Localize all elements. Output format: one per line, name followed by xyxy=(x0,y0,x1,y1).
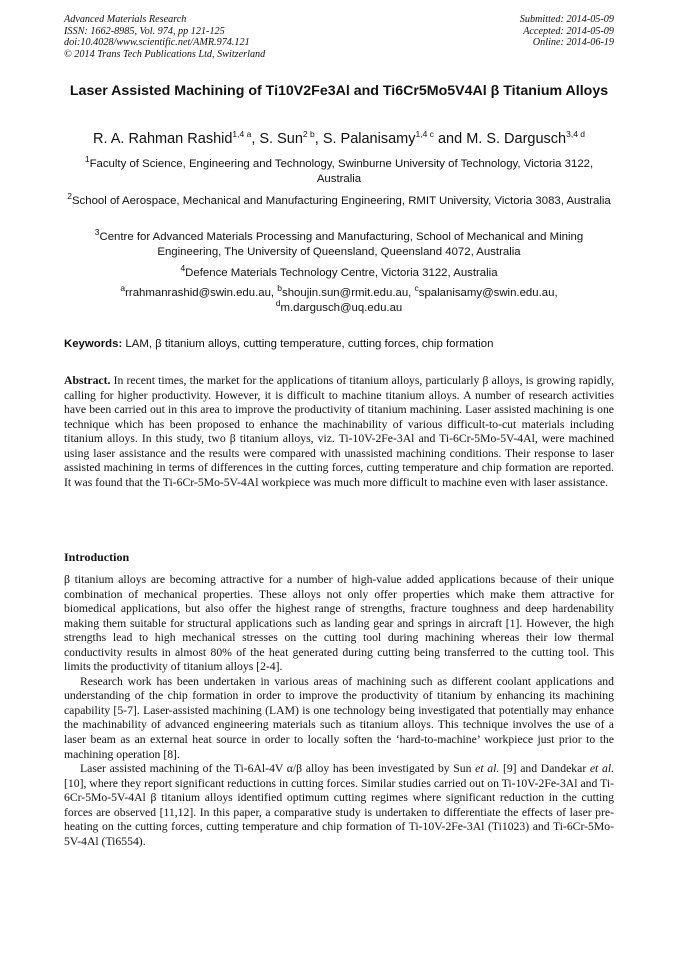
author-separator: , xyxy=(314,131,323,147)
keywords-text: LAM, β titanium alloys, cutting temperature, cutting forces, chip formation xyxy=(122,338,494,350)
copyright-line: © 2014 Trans Tech Publications Ltd, Switzerland xyxy=(64,48,266,60)
online-date: Online: 2014-06-19 xyxy=(532,37,614,49)
affiliation-text: School of Aerospace, Mechanical and Manufacturing Engineering, RMIT University, Victoria 3083, Australia xyxy=(71,195,611,207)
keywords-line xyxy=(64,337,624,351)
author-separator: , xyxy=(251,131,260,147)
email-separator: , xyxy=(270,287,278,299)
author-name: R. A. Rahman Rashid xyxy=(92,131,233,147)
journal-name: Advanced Materials Research xyxy=(64,14,187,25)
affiliation-text: Centre for Advanced Materials Processing and Manufacturing, School of Mechanical and Mining Engineering, The University of Queensland, Queensland 4072, Australia xyxy=(99,231,584,258)
introduction-body xyxy=(64,573,614,849)
email-sup: d xyxy=(275,297,281,308)
affiliation-sup: 4 xyxy=(180,263,186,274)
author-name: S. Sun xyxy=(259,131,303,147)
affiliation xyxy=(64,263,614,281)
email-list xyxy=(64,283,614,315)
email-address: m.dargusch@uq.edu.au xyxy=(280,301,403,314)
author-affil-sup: 1,4 c xyxy=(415,129,434,140)
email-address: rrahmanrashid@swin.edu.au xyxy=(125,287,271,299)
doi-line: doi:10.4028/www.scientific.net/AMR.974.121 xyxy=(64,37,250,49)
abstract-paragraph xyxy=(64,374,614,490)
affiliation-sup: 1 xyxy=(84,154,90,165)
email-sup: c xyxy=(414,283,419,294)
abstract-text: In recent times, the market for the applications of titanium alloys, particularly β alloys, is growing rapidly, calling for higher productivity. However, it is difficult to machine titanium alloys. A number of research activities have been carried out in this area to improve the productivity of titanium machining. Laser assisted machining is one technique which has been proposed to enhance the machinability of various difficult-to-cut materials including titanium alloys. In this study, two β titanium alloys, viz. Ti-10V-2Fe-3Al and Ti-6Cr-5Mo-5V-4Al, were machined using laser assistance and the results were compared with unassisted machining conditions. Their response to laser assisted machining in terms of differences in the cutting forces, cutting temperature and chip formation are reported. It was found that the Ti-6Cr-5Mo-5V-4Al workpiece was much more difficult to machine even with laser assistance. xyxy=(64,374,614,489)
email-separator: , xyxy=(554,287,558,299)
affiliation-sup: 3 xyxy=(94,227,100,238)
email-address: spalanisamy@swin.edu.au xyxy=(418,287,555,299)
accepted-date: Accepted: 2014-05-09 xyxy=(523,25,614,37)
author-separator: and xyxy=(433,131,467,147)
email-address: shoujin.sun@rmit.edu.au xyxy=(282,287,409,299)
affiliation-sup: 2 xyxy=(67,191,72,202)
intro-paragraph-2: Research work has been undertaken in various areas of machining such as different coolant applications and understanding of the chip formation in order to improve the productivity of titanium by enhancing its machining capability [5-7]. Laser-assisted machining (LAM) is one technology being investigated that potentially may enhance the machinability of advanced engineering materials such as titanium alloys. This technique involves the use of a laser beam as an external heat source in order to locally soften the ‘hard-to-machine’ workpiece just prior to the machining operation [8]. xyxy=(64,674,614,761)
intro-p3-text: [9] and Dandekar xyxy=(499,762,590,776)
email-separator: , xyxy=(408,287,415,299)
intro-p3-etal: et al. xyxy=(589,762,614,776)
intro-p3-text: Laser assisted machining of the Ti-6Al-4V α/β alloy has been investigated by Sun xyxy=(80,762,476,776)
intro-paragraph-1: β titanium alloys are becoming attractive for a number of high-value added applications because of their unique combination of mechanical properties. These alloys not only offer properties which make them attractive for biomedical applications, but also offer the highest range of strengths, fracture toughness and deep hardenability making them suitable for structural applications such as landing gear and springs in aircraft [1]. However, the high strengths lead to high mechanical stresses on the cutting tool during machining whereas their low thermal conductivity results in almost 80% of the heat generated during cutting being transferred to the cutting tool. This limits the productivity of titanium alloys [2-4]. xyxy=(64,573,614,674)
section-heading-introduction: Introduction xyxy=(64,550,130,564)
author-name: M. S. Dargusch xyxy=(466,131,567,147)
keywords-label: Keywords: xyxy=(64,338,123,350)
abstract-block xyxy=(64,374,614,490)
submitted-date: Submitted: 2014-05-09 xyxy=(519,14,614,25)
author-affil-sup: 3,4 d xyxy=(566,129,586,140)
email-sup: a xyxy=(120,283,126,294)
intro-p3-text: [10], where they report significant reductions in cutting forces. Similar studies carried out on Ti-10V-2Fe-3Al and Ti-6Cr-5Mo-5V-4Al β titanium alloys identified optimum cutting regimes where significant reduction in the cutting forces are observed [11,12]. In this paper, a comparative study is undertaken to differentiate the effects of laser pre-heating on the cutting forces, cutting temperature and chip formation of Ti-10V-2Fe-3Al (Ti1023) and Ti-6Cr-5Mo-5V-4Al (Ti6554). xyxy=(64,776,614,848)
dates-info xyxy=(520,14,614,49)
journal-info xyxy=(64,14,265,60)
author-affil-sup: 2 b xyxy=(302,129,315,140)
affiliation xyxy=(64,191,614,209)
affiliation xyxy=(64,227,614,259)
affiliation-text: Defence Materials Technology Centre, Victoria 3122, Australia xyxy=(185,267,498,279)
author-list xyxy=(50,130,628,148)
author-affil-sup: 1,4 a xyxy=(232,129,252,140)
abstract-label: Abstract. xyxy=(64,374,111,387)
intro-p3-etal: et al. xyxy=(475,762,500,776)
email-sup: b xyxy=(277,283,282,294)
affiliation xyxy=(64,154,614,186)
paper-title: Laser Assisted Machining of Ti10V2Fe3Al and Ti6Cr5Mo5V4Al β Titanium Alloys xyxy=(69,83,609,99)
affiliation-text: Faculty of Science, Engineering and Technology, Swinburne University of Technology, Victoria 3122, Australia xyxy=(89,158,594,185)
intro-paragraph-3 xyxy=(64,762,614,849)
author-name: S. Palanisamy xyxy=(322,131,416,147)
issn-line: ISSN: 1662-8985, Vol. 974, pp 121-125 xyxy=(64,25,225,37)
